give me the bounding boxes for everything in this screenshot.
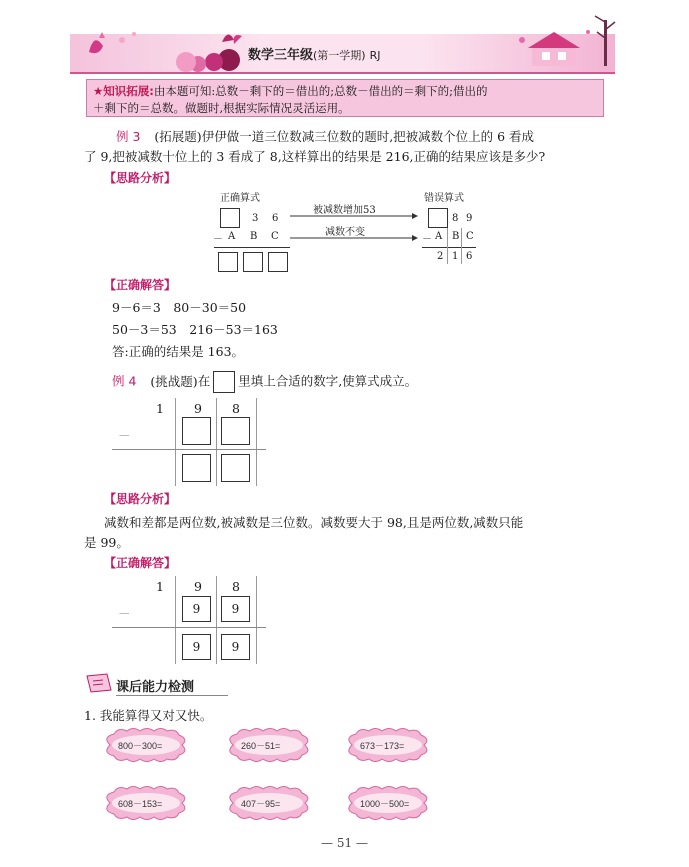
answer-box: 9: [221, 634, 250, 660]
problem-cloud: [223, 786, 315, 820]
digit: 8: [452, 213, 459, 224]
digit: 9: [194, 401, 202, 416]
letter-c: C: [271, 231, 279, 242]
blank-box: [428, 208, 448, 228]
equation-line: [422, 247, 476, 248]
example3-conclusion: 答:正确的结果是 163。: [112, 344, 245, 359]
blank-box: [218, 252, 238, 272]
digit: 9: [194, 579, 202, 594]
knowledge-label: ★知识拓展:: [93, 84, 154, 98]
book-title: 数学三年级: [248, 48, 314, 63]
example4-prompt-after: 里填上合适的数字,使算式成立。: [238, 373, 418, 389]
example4-prompt-before: 在: [197, 373, 211, 389]
example4-label: 例 4: [112, 373, 137, 389]
digit: 1: [156, 579, 164, 594]
letter-a: A: [228, 231, 236, 242]
problem-cloud: [342, 786, 434, 820]
blank-box: [268, 252, 288, 272]
arrow-label-increase: 被减数增加53: [313, 205, 376, 216]
blank-box: [221, 417, 250, 445]
blank-box: [221, 454, 250, 482]
correct-equation-title: 正确算式: [220, 193, 260, 204]
letter-a: A: [435, 231, 443, 242]
example3-line-1: [116, 127, 534, 145]
wrong-equation-title: 错误算式: [424, 193, 464, 204]
header-rule: [70, 72, 615, 74]
minus-sign: －: [213, 234, 223, 245]
example3-calc-2: 50－3＝53 216－53＝163: [112, 322, 278, 337]
page-header-title: [248, 44, 381, 63]
blank-box-icon: [213, 371, 235, 393]
digit: 3: [252, 213, 259, 224]
answer-box: 9: [182, 634, 211, 660]
example4-line: [112, 371, 417, 393]
answer-box: 9: [182, 596, 211, 622]
example4-analysis-1: 减数和差都是两位数,被减数是三位数。减数要大于 98,且是两位数,减数只能: [104, 515, 524, 530]
blank-box: [182, 417, 211, 445]
problem-text: 1000－500=: [360, 799, 410, 809]
problem-cloud: [223, 728, 315, 762]
diagram-arrows: [290, 208, 420, 244]
example3-text-2: 了 9,把被减数十位上的 3 看成了 8,这样算出的结果是 216,正确的结果应该是多少?: [84, 149, 546, 164]
example4-answer-label: 【正确解答】: [104, 556, 177, 570]
example3-text-1: 伊伊做一道三位数减三位数的题时,把被减数个位上的 6 看成: [201, 129, 535, 144]
header-decoration-left: [74, 12, 244, 74]
digit: 9: [466, 213, 473, 224]
knowledge-box: [86, 79, 604, 117]
digit: 8: [232, 401, 240, 416]
example3-analysis-label: 【思路分析】: [104, 171, 177, 185]
knowledge-line-1: 由本题可知:总数－剩下的＝借出的;总数－借出的＝剩下的;借出的: [153, 84, 488, 98]
equation-line: [214, 247, 290, 248]
problem-cloud: [100, 728, 192, 762]
minus-sign: －: [118, 428, 131, 443]
letter-b: B: [250, 231, 258, 242]
example4-analysis-2: 是 99。: [84, 535, 129, 550]
example4-analysis-label: 【思路分析】: [104, 492, 177, 506]
blank-box: [243, 252, 263, 272]
digit: 8: [232, 579, 240, 594]
digit: 2: [437, 251, 444, 262]
digit: 1: [452, 251, 459, 262]
problem-text: 407－95=: [241, 799, 281, 809]
grid-line: [216, 576, 217, 664]
example3-answer-label: 【正确解答】: [104, 278, 177, 292]
letter-b: B: [452, 231, 460, 242]
example4-tag: (挑战题): [150, 373, 198, 389]
note-sticker-icon: [84, 672, 114, 694]
minus-sign: －: [422, 234, 432, 245]
grid-line: [175, 398, 176, 486]
answer-box: 9: [221, 596, 250, 622]
problem-text: 800－300=: [118, 741, 163, 751]
grid-line: [256, 576, 257, 664]
column-guide: [447, 228, 448, 264]
page-number: — 51 —: [321, 836, 368, 850]
section-title: 课后能力检测: [116, 680, 195, 695]
blank-box: [182, 454, 211, 482]
example3-label: 例 3: [116, 129, 141, 144]
example3-tag: (拓展题): [154, 129, 202, 144]
equation-line: [112, 449, 266, 450]
problem-text: 673－173=: [360, 741, 405, 751]
column-guide: [461, 228, 462, 264]
example3-calc-1: 9－6＝3 80－30＝50: [112, 300, 247, 315]
problem-cloud: [342, 728, 434, 762]
blank-box: [220, 208, 240, 228]
question-1: 1. 我能算得又对又快。: [84, 708, 213, 723]
minus-sign: －: [118, 606, 131, 621]
grid-line: [256, 398, 257, 486]
book-subtitle: (第一学期): [313, 49, 366, 62]
section-underline: [116, 695, 228, 696]
arrow-label-unchanged: 减数不变: [325, 227, 365, 238]
book-edition: RJ: [369, 49, 381, 62]
equation-line: [112, 627, 266, 628]
digit: 1: [156, 401, 164, 416]
grid-line: [175, 576, 176, 664]
letter-c: C: [466, 231, 474, 242]
knowledge-line-2: ＋剩下的＝总数。做题时,根据实际情况灵活运用。: [93, 101, 350, 115]
problem-cloud: [100, 786, 192, 820]
grid-line: [216, 398, 217, 486]
digit: 6: [272, 213, 279, 224]
problem-text: 608－153=: [118, 799, 163, 809]
digit: 6: [466, 251, 473, 262]
header-decoration-right: [512, 10, 620, 74]
problem-text: 260－51=: [241, 741, 281, 751]
